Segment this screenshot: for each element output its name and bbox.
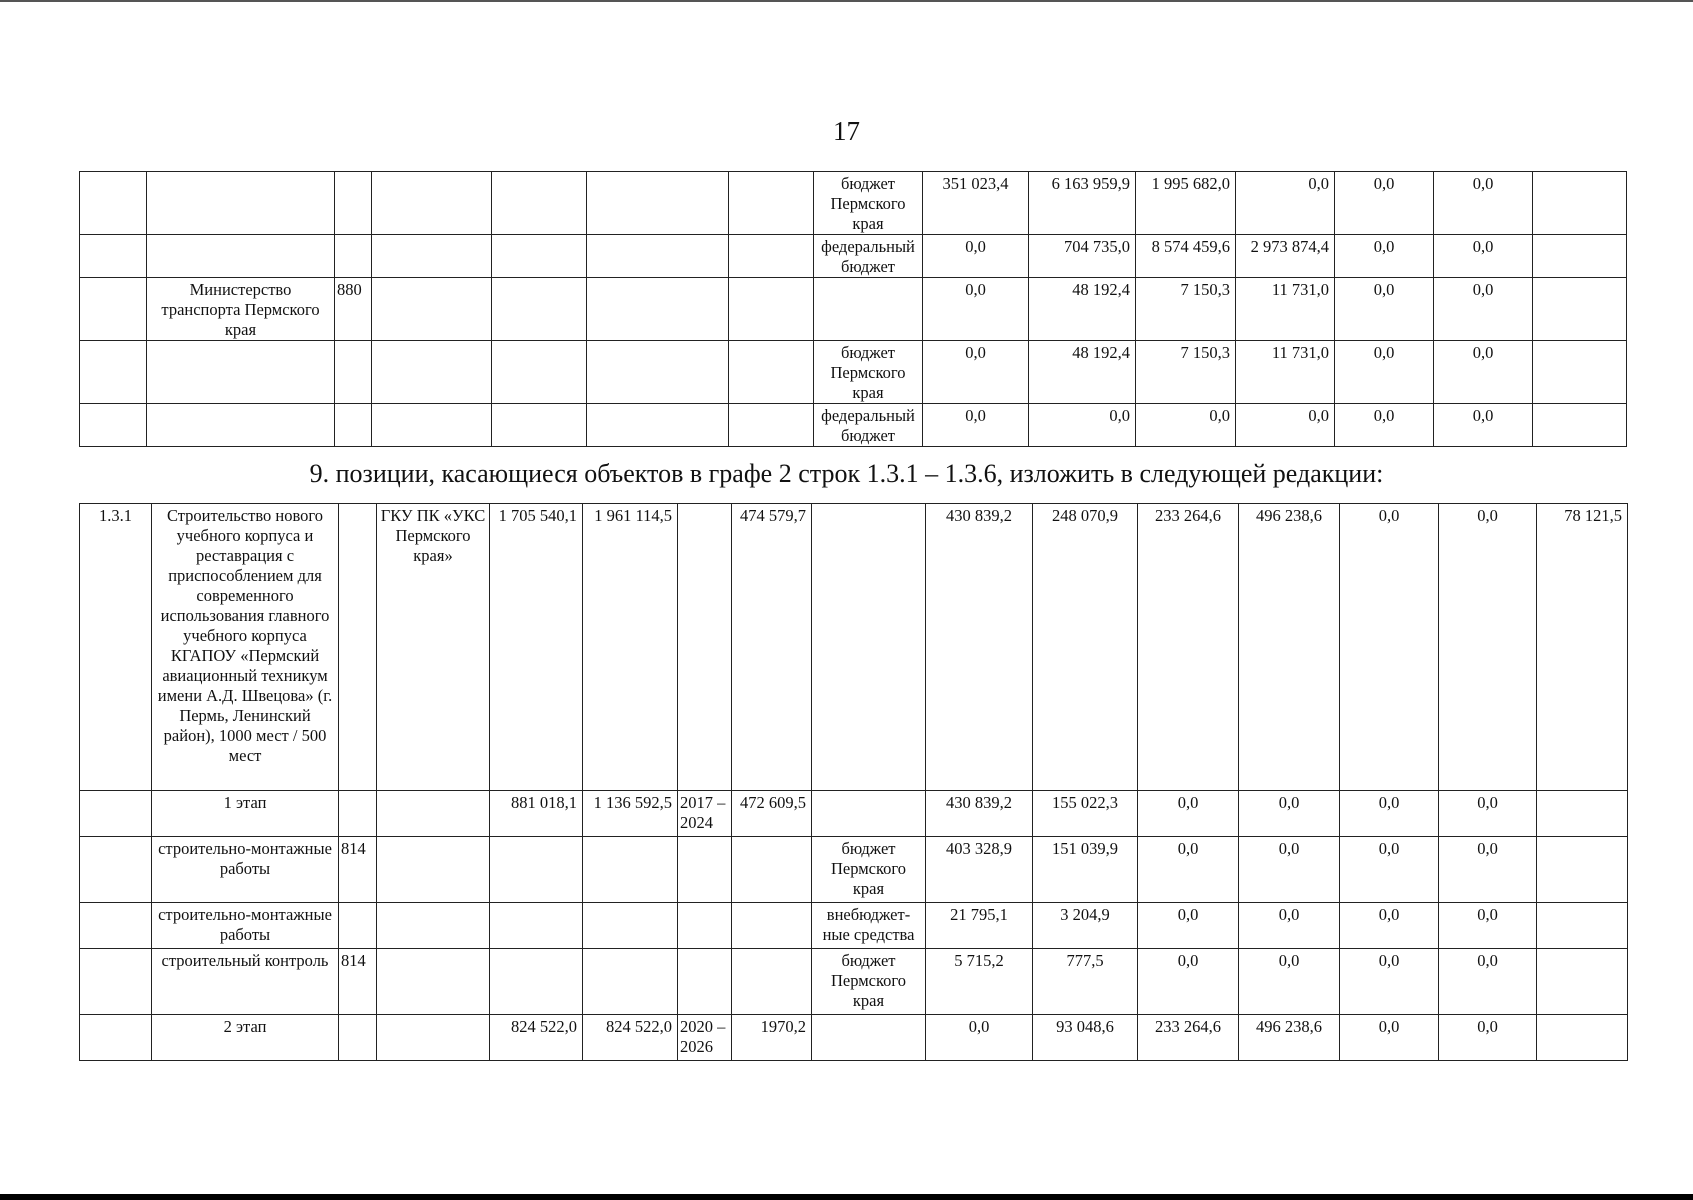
cell-v6: 0,0: [1439, 837, 1537, 903]
cell-c2: [147, 235, 335, 278]
cell-v7: [1537, 791, 1628, 837]
cell-c4: [372, 404, 492, 447]
cell-years: [678, 949, 732, 1015]
cell-cost2: 1 136 592,5: [583, 791, 678, 837]
cell-cost2: [583, 837, 678, 903]
cell-years: 2017 – 2024: [678, 791, 732, 837]
cell-cost2: [583, 949, 678, 1015]
cell-name: Строительство нового учебного корпуса и реставрация с приспособлением для современного использования главного учебного корпуса КГАПОУ «Пермский авиационный техникум имени А.Д. Швецова» (г. Пермь, Ленинский район), 1000 мест / 500 мест: [152, 504, 339, 791]
cell-v7: [1537, 903, 1628, 949]
cell-name: 1 этап: [152, 791, 339, 837]
cell-v7: [1533, 404, 1627, 447]
cell-cost1: 824 522,0: [490, 1015, 583, 1061]
cell-executor: [377, 903, 490, 949]
cell-num: [80, 1015, 152, 1061]
cell-c1: [80, 235, 147, 278]
cell-v6: 0,0: [1439, 903, 1537, 949]
cell-v6: 0,0: [1434, 235, 1533, 278]
cell-c4: [372, 341, 492, 404]
cell-name: строительно-монтажные работы: [152, 903, 339, 949]
cell-c3: [335, 235, 372, 278]
cell-source: [814, 278, 923, 341]
cell-v1: 351 023,4: [923, 172, 1029, 235]
cell-source: [812, 1015, 926, 1061]
cell-v6: 0,0: [1434, 172, 1533, 235]
table-row: [80, 172, 1627, 235]
cell-c3: [335, 172, 372, 235]
table-row: [80, 278, 1627, 341]
cell-v6: 0,0: [1434, 278, 1533, 341]
table-row: [80, 837, 1628, 903]
cell-years: [678, 504, 732, 791]
cell-v7: [1537, 949, 1628, 1015]
cell-v3: 1 995 682,0: [1136, 172, 1236, 235]
cell-v5: 0,0: [1335, 341, 1434, 404]
cell-executor: ГКУ ПК «УКС Пермского края»: [377, 504, 490, 791]
cell-v3: 7 150,3: [1136, 341, 1236, 404]
cell-cost3: [732, 903, 812, 949]
cell-num: [80, 837, 152, 903]
cell-v1: 430 839,2: [926, 791, 1033, 837]
cell-v2: 777,5: [1033, 949, 1138, 1015]
cell-v5: 0,0: [1340, 949, 1439, 1015]
cell-v3: 8 574 459,6: [1136, 235, 1236, 278]
cell-code: [339, 791, 377, 837]
cell-v3: 0,0: [1138, 903, 1239, 949]
cell-v4: 2 973 874,4: [1236, 235, 1335, 278]
cell-c4: [372, 235, 492, 278]
cell-v4: 11 731,0: [1236, 278, 1335, 341]
cell-code: [339, 1015, 377, 1061]
cell-v7: 78 121,5: [1537, 504, 1628, 791]
cell-code: [339, 504, 377, 791]
cell-source: [812, 504, 926, 791]
cell-v2: 93 048,6: [1033, 1015, 1138, 1061]
cell-v1: 0,0: [923, 404, 1029, 447]
cell-v1: 0,0: [923, 235, 1029, 278]
cell-v1: 5 715,2: [926, 949, 1033, 1015]
cell-v3: 0,0: [1136, 404, 1236, 447]
cell-v7: [1533, 235, 1627, 278]
cell-name: 2 этап: [152, 1015, 339, 1061]
cell-v5: 0,0: [1340, 837, 1439, 903]
cell-years: 2020 – 2026: [678, 1015, 732, 1061]
cell-v1: 430 839,2: [926, 504, 1033, 791]
cell-v7: [1533, 278, 1627, 341]
cell-v4: 496 238,6: [1239, 1015, 1340, 1061]
cell-c6: [587, 341, 729, 404]
cell-v7: [1537, 1015, 1628, 1061]
cell-v2: 3 204,9: [1033, 903, 1138, 949]
cell-c2: [147, 172, 335, 235]
cell-years: [678, 837, 732, 903]
cell-cost1: [490, 837, 583, 903]
cell-v6: 0,0: [1439, 949, 1537, 1015]
section-heading: 9. позиции, касающиеся объектов в графе 2 строк 1.3.1 – 1.3.6, изложить в следующей редакции:: [309, 459, 1384, 488]
cell-c6: [587, 278, 729, 341]
cell-cost3: 1970,2: [732, 1015, 812, 1061]
cell-years: [678, 903, 732, 949]
cell-v4: 0,0: [1239, 837, 1340, 903]
cell-c5: [492, 404, 587, 447]
cell-name: строительно-монтажные работы: [152, 837, 339, 903]
cell-num: [80, 949, 152, 1015]
cell-c7: [729, 404, 814, 447]
cell-executor: [377, 1015, 490, 1061]
continued-table: [79, 171, 1627, 447]
table-row: [80, 341, 1627, 404]
cell-c3: 880: [335, 278, 372, 341]
cell-c5: [492, 278, 587, 341]
cell-num: [80, 791, 152, 837]
cell-v4: 496 238,6: [1239, 504, 1340, 791]
cell-cost1: [490, 903, 583, 949]
cell-v4: 11 731,0: [1236, 341, 1335, 404]
cell-v4: 0,0: [1239, 903, 1340, 949]
table-row: [80, 791, 1628, 837]
cell-v5: 0,0: [1335, 172, 1434, 235]
cell-executor: [377, 791, 490, 837]
cell-v1: 0,0: [926, 1015, 1033, 1061]
cell-cost1: 1 705 540,1: [490, 504, 583, 791]
cell-v3: 0,0: [1138, 837, 1239, 903]
cell-source: бюджет Пермского края: [812, 837, 926, 903]
cell-c5: [492, 341, 587, 404]
cell-source: федеральный бюджет: [814, 235, 923, 278]
cell-v6: 0,0: [1439, 791, 1537, 837]
cell-v4: 0,0: [1236, 404, 1335, 447]
cell-v2: 0,0: [1029, 404, 1136, 447]
cell-v1: 0,0: [923, 278, 1029, 341]
cell-v4: 0,0: [1236, 172, 1335, 235]
cell-v4: 0,0: [1239, 949, 1340, 1015]
table-row: [80, 235, 1627, 278]
cell-c5: [492, 172, 587, 235]
cell-c7: [729, 278, 814, 341]
cell-code: [339, 903, 377, 949]
cell-cost1: [490, 949, 583, 1015]
cell-c7: [729, 172, 814, 235]
table-row: [80, 1015, 1628, 1061]
cell-v5: 0,0: [1340, 903, 1439, 949]
table-row: [80, 404, 1627, 447]
cell-source: бюджет Пермского края: [814, 341, 923, 404]
cell-v4: 0,0: [1239, 791, 1340, 837]
cell-num: 1.3.1: [80, 504, 152, 791]
cell-executor: [377, 949, 490, 1015]
cell-v2: 6 163 959,9: [1029, 172, 1136, 235]
cell-c3: [335, 404, 372, 447]
cell-code: 814: [339, 949, 377, 1015]
cell-v5: 0,0: [1335, 278, 1434, 341]
cell-source: [812, 791, 926, 837]
cell-c7: [729, 235, 814, 278]
cell-c1: [80, 172, 147, 235]
cell-v7: [1537, 837, 1628, 903]
cell-c6: [587, 172, 729, 235]
cell-c2: [147, 341, 335, 404]
objects-table: [79, 503, 1628, 1061]
page-top-edge: [0, 0, 1693, 2]
cell-v3: 0,0: [1138, 949, 1239, 1015]
cell-c3: [335, 341, 372, 404]
cell-c2: [147, 404, 335, 447]
cell-c5: [492, 235, 587, 278]
table-row: [80, 949, 1628, 1015]
cell-name: строительный контроль: [152, 949, 339, 1015]
cell-executor: [377, 837, 490, 903]
cell-num: [80, 903, 152, 949]
page-number: 17: [833, 116, 860, 146]
cell-v2: 248 070,9: [1033, 504, 1138, 791]
cell-c6: [587, 235, 729, 278]
cell-v5: 0,0: [1335, 404, 1434, 447]
cell-v1: 21 795,1: [926, 903, 1033, 949]
cell-v3: 0,0: [1138, 791, 1239, 837]
table-row: [80, 903, 1628, 949]
cell-c4: [372, 172, 492, 235]
cell-v5: 0,0: [1340, 791, 1439, 837]
cell-v7: [1533, 341, 1627, 404]
cell-cost3: 474 579,7: [732, 504, 812, 791]
cell-v3: 233 264,6: [1138, 1015, 1239, 1061]
cell-v2: 704 735,0: [1029, 235, 1136, 278]
cell-c1: [80, 341, 147, 404]
cell-v6: 0,0: [1434, 341, 1533, 404]
cell-v5: 0,0: [1335, 235, 1434, 278]
cell-v5: 0,0: [1340, 1015, 1439, 1061]
cell-source: внебюджет-ные средства: [812, 903, 926, 949]
cell-source: федеральный бюджет: [814, 404, 923, 447]
cell-c2: Министерство транспорта Пермского края: [147, 278, 335, 341]
page-bottom-edge: [0, 1194, 1693, 1200]
cell-v7: [1533, 172, 1627, 235]
cell-v3: 233 264,6: [1138, 504, 1239, 791]
table-row: [80, 504, 1628, 791]
cell-code: 814: [339, 837, 377, 903]
cell-v5: 0,0: [1340, 504, 1439, 791]
cell-v6: 0,0: [1439, 504, 1537, 791]
cell-v1: 0,0: [923, 341, 1029, 404]
cell-c7: [729, 341, 814, 404]
cell-c4: [372, 278, 492, 341]
cell-cost3: 472 609,5: [732, 791, 812, 837]
cell-v2: 151 039,9: [1033, 837, 1138, 903]
cell-v3: 7 150,3: [1136, 278, 1236, 341]
cell-source: бюджет Пермского края: [814, 172, 923, 235]
cell-cost3: [732, 949, 812, 1015]
cell-v2: 48 192,4: [1029, 341, 1136, 404]
cell-v1: 403 328,9: [926, 837, 1033, 903]
cell-c6: [587, 404, 729, 447]
cell-cost1: 881 018,1: [490, 791, 583, 837]
cell-cost2: 1 961 114,5: [583, 504, 678, 791]
cell-v6: 0,0: [1434, 404, 1533, 447]
cell-cost3: [732, 837, 812, 903]
cell-source: бюджет Пермского края: [812, 949, 926, 1015]
cell-cost2: [583, 903, 678, 949]
cell-c1: [80, 404, 147, 447]
cell-v6: 0,0: [1439, 1015, 1537, 1061]
cell-cost2: 824 522,0: [583, 1015, 678, 1061]
cell-c1: [80, 278, 147, 341]
cell-v2: 155 022,3: [1033, 791, 1138, 837]
cell-v2: 48 192,4: [1029, 278, 1136, 341]
